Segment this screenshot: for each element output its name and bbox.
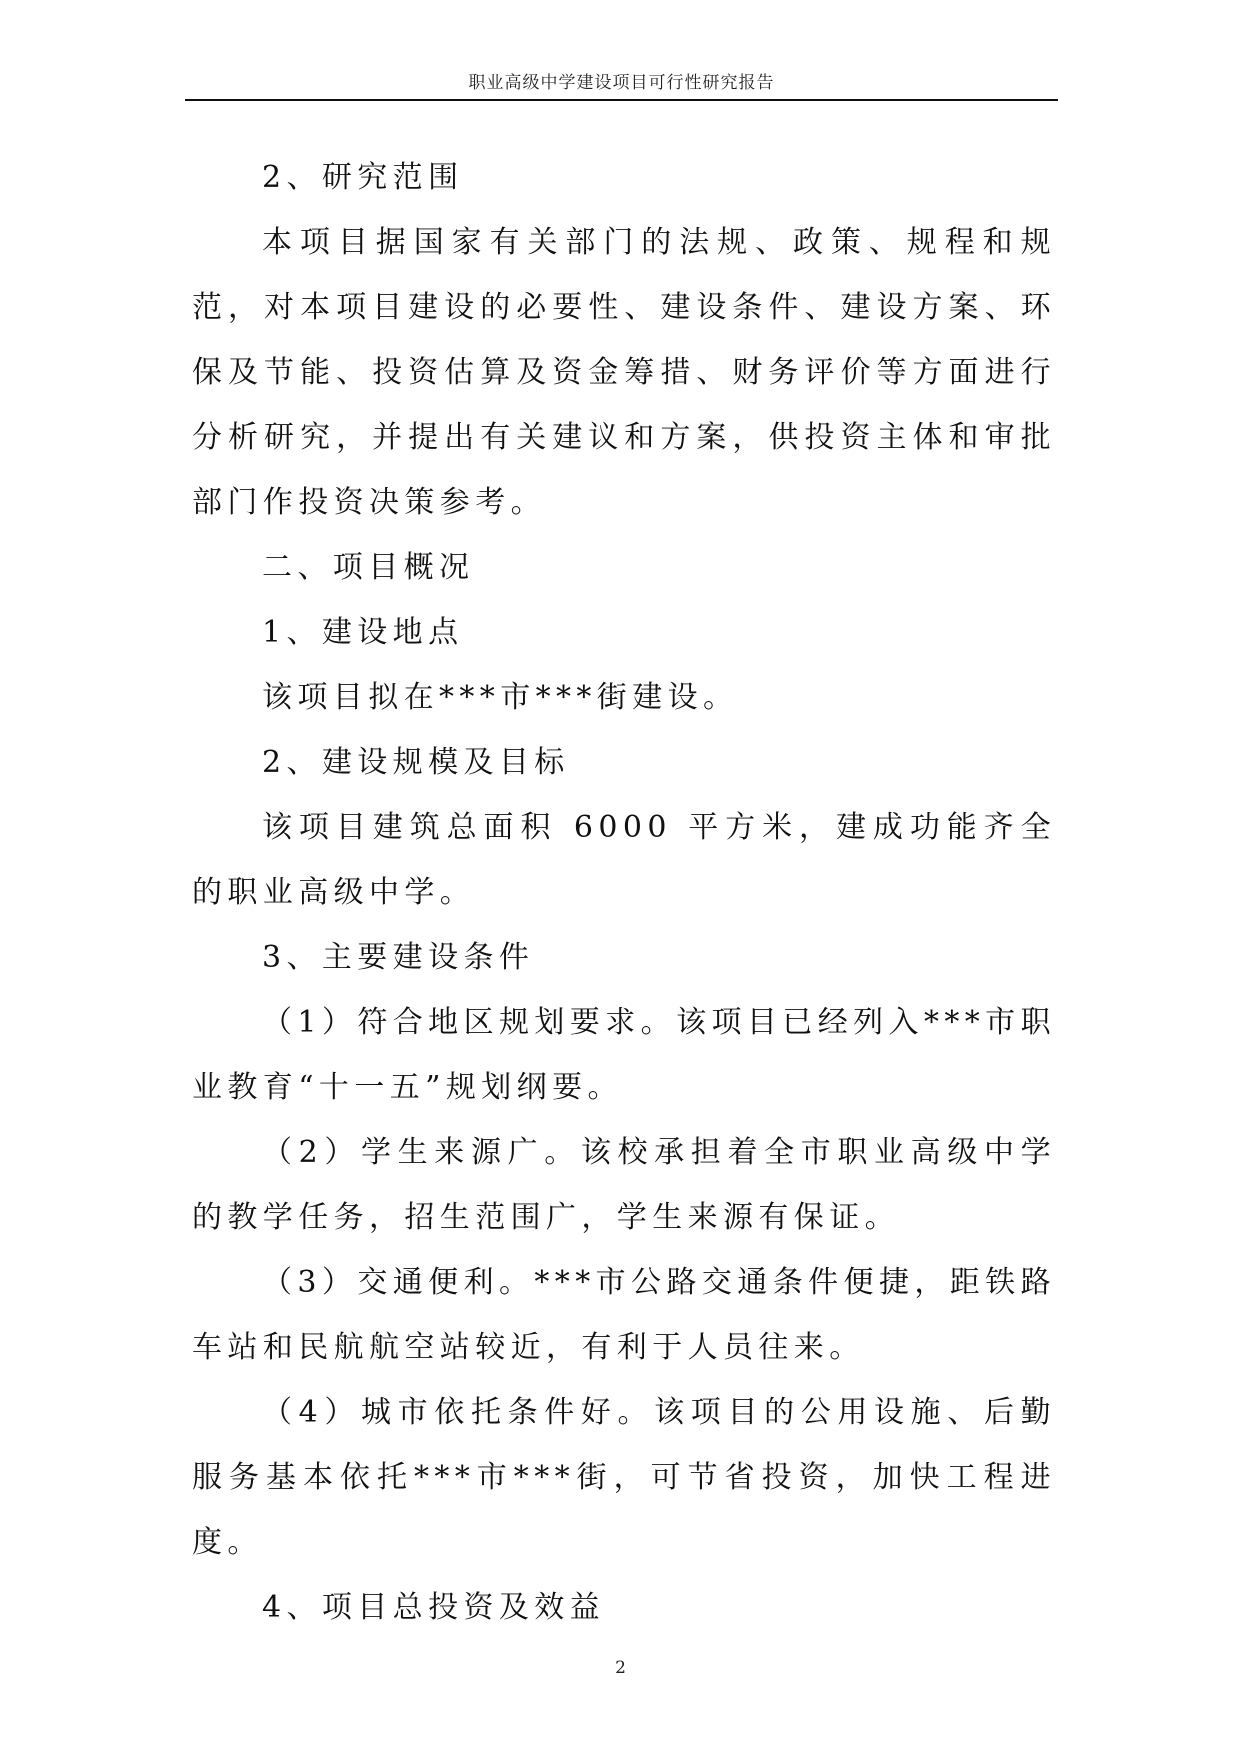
paragraph-scale: 该项目建筑总面积 6000 平方米，建成功能齐全的职业高级中学。 (192, 810, 1056, 910)
document-body (192, 145, 1056, 1640)
section-heading-conditions: 3、主要建设条件 (262, 940, 535, 975)
paragraph-condition-3: （3）交通便利。***市公路交通条件便捷，距铁路车站和民航航空站较近，有利于人员往来。 (192, 1265, 1056, 1365)
page-number: 2 (615, 1658, 626, 1678)
section-heading-scale: 2、建设规模及目标 (262, 745, 570, 780)
section-heading-research-scope: 2、研究范围 (262, 160, 464, 195)
header-rule (185, 99, 1058, 101)
running-header: 职业高级中学建设项目可行性研究报告 (468, 73, 775, 93)
section-heading-location: 1、建设地点 (262, 615, 464, 650)
chapter-heading-project-overview: 二、项目概况 (262, 550, 475, 585)
paragraph-condition-2: （2）学生来源广。该校承担着全市职业高级中学的教学任务，招生范围广，学生来源有保证。 (192, 1135, 1056, 1235)
paragraph-research-scope: 本项目据国家有关部门的法规、政策、规程和规范，对本项目建设的必要性、建设条件、建设方案、环保及节能、投资估算及资金筹措、财务评价等方面进行分析研究，并提出有关建议和方案，供投资主体和审批部门作投资决策参考。 (192, 225, 1056, 520)
paragraph-condition-4: （4）城市依托条件好。该项目的公用设施、后勤服务基本依托***市***街，可节省投资，加快工程进度。 (192, 1395, 1056, 1560)
paragraph-condition-1: （1）符合地区规划要求。该项目已经列入***市职业教育“十一五”规划纲要。 (192, 1005, 1056, 1105)
section-heading-investment: 4、项目总投资及效益 (262, 1590, 606, 1625)
paragraph-location: 该项目拟在***市***街建设。 (262, 680, 739, 715)
